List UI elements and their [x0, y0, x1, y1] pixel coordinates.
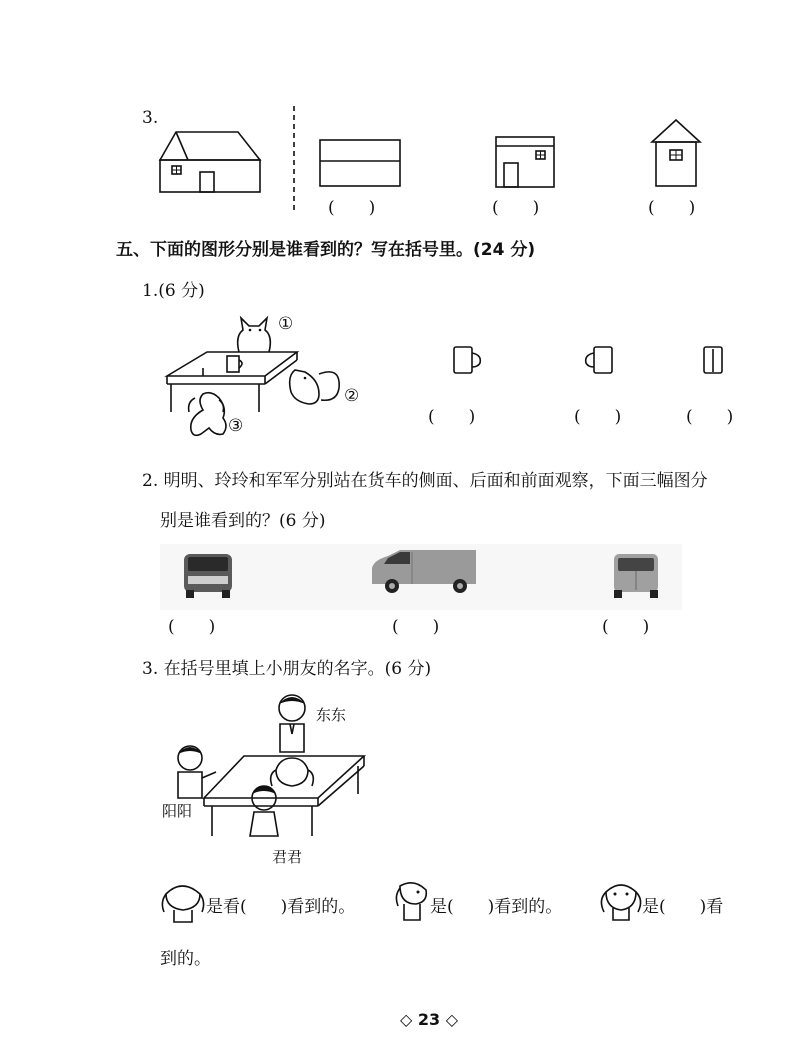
page-number: ◇ 23 ◇	[400, 1010, 459, 1029]
name-junjun: 君君	[272, 848, 303, 866]
question-2-line1: 2. 明明、玲玲和军军分别站在货车的侧面、后面和前面观察，下面三幅图分	[142, 471, 708, 491]
answer-paren[interactable]: ( )	[428, 407, 476, 427]
answer-text-end: 到的。	[160, 949, 211, 969]
dog-front-icon	[160, 878, 206, 924]
answer-text-1[interactable]: 是看( )看到的。	[206, 897, 356, 917]
answer-paren[interactable]: ( )	[168, 617, 216, 637]
circled-mark-1: ①	[278, 314, 294, 334]
circled-mark-3: ③	[228, 416, 244, 436]
children-around-table-scene	[168, 690, 378, 852]
house-picture	[158, 130, 268, 194]
cup-view-no-handle	[702, 344, 724, 376]
house-front-view	[650, 118, 702, 188]
question-3-number: 3.	[142, 108, 159, 128]
answer-paren[interactable]: ( )	[328, 198, 376, 218]
table-with-cup-scene	[165, 312, 365, 447]
question-2-line2: 别是谁看到的？(6 分)	[160, 511, 326, 531]
circled-mark-2: ②	[344, 386, 360, 406]
answer-paren[interactable]: ( )	[574, 407, 622, 427]
question-3-label: 3. 在括号里填上小朋友的名字。(6 分)	[142, 659, 432, 679]
house-side-view	[494, 135, 556, 189]
dashed-divider	[292, 106, 296, 212]
cup-view-handle-left	[584, 344, 616, 376]
house-top-view	[318, 138, 402, 188]
name-dongdong: 东东	[316, 706, 347, 724]
name-yangyang: 阳阳	[162, 802, 193, 820]
answer-paren[interactable]: ( )	[602, 617, 650, 637]
van-rear-view	[608, 550, 664, 600]
answer-paren[interactable]: ( )	[492, 198, 540, 218]
question-1-label: 1.(6 分)	[142, 281, 205, 301]
answer-paren[interactable]: ( )	[686, 407, 734, 427]
dog-face-icon	[598, 878, 644, 924]
answer-text-2[interactable]: 是( )看到的。	[430, 897, 563, 917]
van-side-view	[366, 546, 482, 596]
dog-side-icon	[392, 878, 432, 924]
van-front-view	[180, 550, 236, 600]
answer-text-3[interactable]: 是( )看	[642, 897, 724, 917]
section-title: 五、下面的图形分别是谁看到的？写在括号里。(24 分)	[116, 240, 536, 260]
cup-view-handle-right	[452, 344, 484, 376]
answer-paren[interactable]: ( )	[392, 617, 440, 637]
answer-paren[interactable]: ( )	[648, 198, 696, 218]
